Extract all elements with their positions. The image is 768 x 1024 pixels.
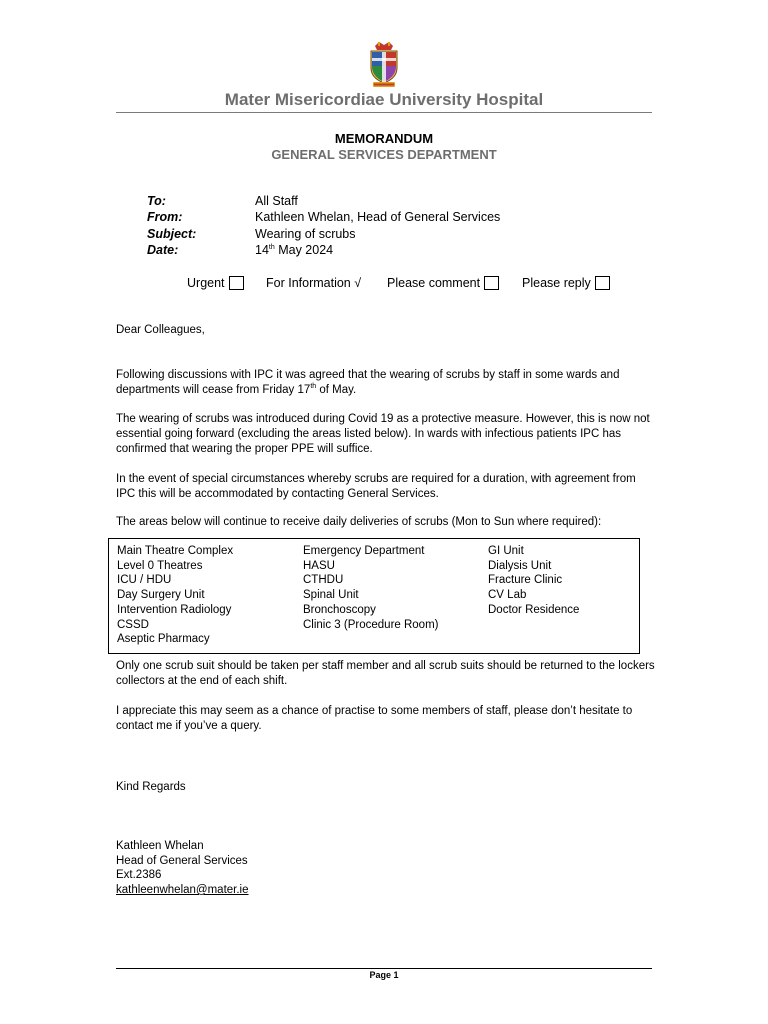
signatory-extension: Ext.2386: [116, 869, 162, 881]
area-item: Emergency Department: [303, 545, 425, 557]
area-item: Spinal Unit: [303, 589, 359, 602]
area-item: Clinic 3 (Procedure Room): [303, 618, 439, 631]
page-number: Page 1: [369, 970, 399, 980]
urgent-flag: [187, 276, 244, 290]
area-item: Bronchoscopy: [303, 603, 376, 616]
hospital-crest-logo: [365, 40, 403, 88]
date-label: Date:: [147, 243, 179, 257]
areas-column-2: [303, 544, 439, 632]
paragraph-5: Only one scrub suit should be taken per staff member and all scrub suits should be returned to the lockers collectors at the end of each shift.: [116, 660, 655, 687]
paragraph-1-ordinal: th: [310, 383, 317, 390]
area-item: Main Theatre Complex: [117, 545, 234, 557]
urgent-label: Urgent: [187, 276, 225, 290]
area-item: Dialysis Unit: [488, 559, 552, 572]
date-value: [255, 243, 333, 257]
area-item: Intervention Radiology: [117, 603, 232, 616]
signatory-title: Head of General Services: [116, 855, 248, 867]
header-divider: [116, 112, 652, 113]
area-item: ICU / HDU: [117, 574, 172, 587]
area-item: HASU: [303, 559, 335, 572]
signatory-name: Kathleen Whelan: [116, 840, 204, 852]
from-label: From:: [147, 210, 183, 224]
please-reply-checkbox[interactable]: [595, 276, 610, 290]
for-information-flag: [266, 276, 361, 290]
areas-column-3: [488, 544, 579, 618]
paragraph-1-end: of May.: [316, 384, 357, 396]
areas-table: [108, 538, 640, 654]
area-item: CSSD: [117, 618, 149, 631]
paragraph-1-text: Following discussions with IPC it was agreed that the wearing of scrubs by staff in some wards and departments will cease from Friday 17: [116, 369, 620, 396]
closing: Kind Regards: [116, 781, 186, 793]
urgent-checkbox[interactable]: [229, 276, 244, 290]
please-comment-label: Please comment: [387, 276, 481, 290]
email-link[interactable]: kathleenwhelan@mater.ie: [116, 884, 249, 896]
greeting: Dear Colleagues,: [116, 324, 205, 336]
area-item: Aseptic Pharmacy: [117, 633, 210, 646]
to-value: All Staff: [255, 194, 298, 208]
area-item: CTHDU: [303, 574, 344, 587]
please-comment-checkbox[interactable]: [484, 276, 499, 290]
signatory-email-wrapper: [116, 883, 656, 898]
for-information-label: For Information √: [266, 276, 362, 290]
paragraph-6: I appreciate this may seem as a chance of practise to some members of staff, please don’t hesitate to contact me if you’ve a query.: [116, 705, 633, 732]
please-reply-flag: [522, 276, 610, 290]
footer-divider: [116, 968, 652, 969]
area-item: CV Lab: [488, 589, 527, 602]
please-comment-flag: [387, 276, 499, 290]
date-rest: May 2024: [274, 243, 334, 257]
area-item: Fracture Clinic: [488, 574, 563, 587]
paragraph-1: [116, 368, 656, 398]
memo-title: MEMORANDUM: [334, 131, 434, 146]
hospital-name: Mater Misericordiae University Hospital: [224, 90, 544, 109]
date-day: 14: [255, 243, 269, 257]
subject-value: Wearing of scrubs: [255, 227, 356, 241]
to-label: To:: [147, 194, 166, 208]
please-reply-label: Please reply: [522, 276, 591, 290]
paragraph-3: In the event of special circumstances whereby scrubs are required for a duration, with agreement from IPC this will be accommodated by contacting General Services.: [116, 473, 636, 500]
date-ordinal: th: [268, 244, 275, 251]
area-item: Day Surgery Unit: [117, 589, 205, 602]
paragraph-4: The areas below will continue to receive daily deliveries of scrubs (Mon to Sun where required):: [116, 516, 602, 528]
from-value: Kathleen Whelan, Head of General Services: [255, 210, 501, 224]
subject-label: Subject:: [147, 227, 197, 241]
areas-column-1: [117, 544, 233, 647]
area-item: Doctor Residence: [488, 603, 580, 616]
area-item: GI Unit: [488, 545, 524, 557]
department-name: GENERAL SERVICES DEPARTMENT: [271, 147, 497, 162]
area-item: Level 0 Theatres: [117, 559, 203, 572]
paragraph-2: The wearing of scrubs was introduced during Covid 19 as a protective measure. However, this is now not essential going forward (excluding the areas listed below). In wards with infectious patients IPC has confirmed that wearing the proper PPE will suffice.: [116, 413, 650, 455]
